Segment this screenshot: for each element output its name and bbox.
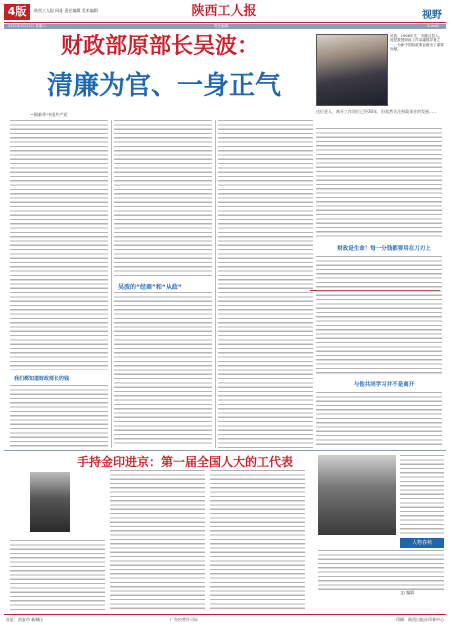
subhead-right-1: 财政是生命！每一分钱都要用在刀刃上 <box>337 246 431 252</box>
subhead-right-2: 与他共同学习并不是离开 <box>353 382 415 388</box>
pull-quote: 这位老人，离开工作岗位已经30年，但依然关注财政事业的发展…… <box>316 109 438 114</box>
second-body-2 <box>110 470 205 610</box>
column-tag: 人物春秋 <box>400 538 444 548</box>
section-title: 视野 <box>422 10 442 21</box>
column-divider <box>111 120 112 448</box>
masthead-logo: 陕西工人报 <box>191 4 257 19</box>
ribbon-date: 2012年3月17日 星期六 <box>8 24 46 28</box>
footer-left: 社址：西安市 新城区 <box>6 617 44 622</box>
body-column-2b <box>114 292 212 447</box>
second-body-1 <box>10 540 105 610</box>
header-rule <box>4 22 446 23</box>
body-column-5 <box>316 256 442 376</box>
editor-credit: 文/ 编辑 <box>400 590 414 595</box>
footer-mid: 广告经营许可证 <box>170 617 198 622</box>
byline: —据新华·中国共产党 <box>30 112 68 117</box>
second-headline: 手持金印进京：第一届全国人大的工代表 <box>76 455 293 469</box>
header-meta: 陕西工人报 网址 责任编辑 美术编辑 <box>34 8 98 13</box>
footer-right: 印刷：陕西日报社印务中心 <box>396 617 444 622</box>
body-column-3 <box>218 120 313 448</box>
subhead-1: 吴波的“经商”和“从政” <box>118 284 182 291</box>
footer-rule <box>4 614 446 615</box>
story-divider <box>4 450 446 451</box>
headline: 财政部原部长吴波： <box>60 33 259 59</box>
date-ribbon <box>4 24 446 29</box>
sub-headline: 清廉为官、一身正气 <box>46 71 281 101</box>
body-column-6 <box>316 392 442 448</box>
archive-photo <box>318 455 396 535</box>
column-divider <box>215 120 216 448</box>
ribbon-contact: E-mail： <box>427 24 442 28</box>
body-column-2 <box>114 120 212 278</box>
page-number-badge: 4版 <box>4 4 30 20</box>
photo-caption: 吴波，1906年生，安徽泾县人。他是我国财政工作卓越领导者之一，为新中国财政事业做出了重要贡献。 <box>390 34 444 52</box>
ribbon-editor: 责任编辑： <box>214 24 232 28</box>
second-body-5 <box>318 550 444 590</box>
second-body-3 <box>210 470 305 610</box>
second-body-4 <box>400 455 444 535</box>
body-column-4 <box>316 128 442 238</box>
body-column-1 <box>10 120 108 370</box>
subhead-left: 我们都知道财政部长的钱 <box>14 376 70 382</box>
body-column-1b <box>10 385 108 447</box>
portrait-photo <box>316 34 388 106</box>
historical-photo <box>30 472 70 532</box>
